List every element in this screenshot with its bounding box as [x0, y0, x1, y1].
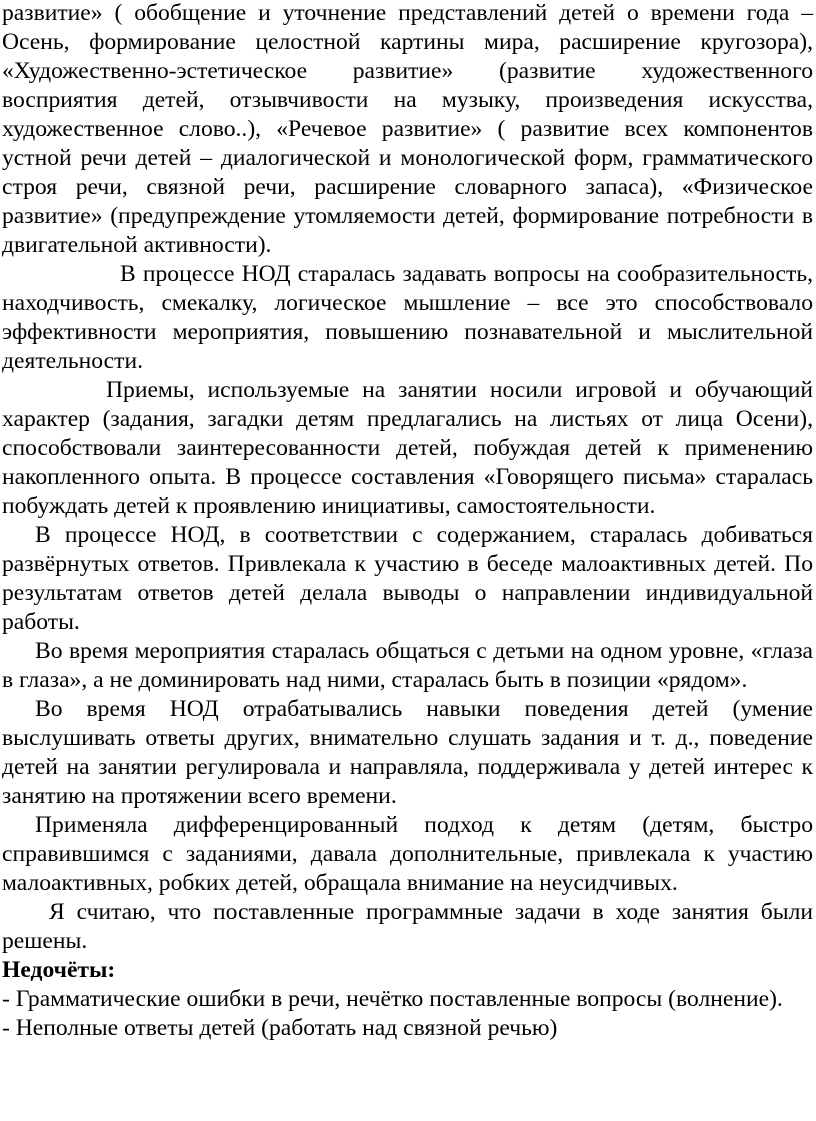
shortcomings-heading: Недочёты:: [2, 957, 116, 983]
paragraph-conclusion: Я считаю, что поставленные программные задачи в ходе занятия были решены.: [2, 899, 813, 954]
shortcoming-item: - Неполные ответы детей (работать над связной речью): [2, 1015, 558, 1041]
paragraph-methods: Приемы, используемые на занятии носили игровой и обучающий характер (задания, загадки детям предлагались на листьях от лица Осени), способствовали заинтересованности детей, побуждая детей к применению накопленного опыта. В процессе составления «Говорящего письма» старалась побуждать детей к проявлению инициативы, самостоятельности.: [2, 377, 813, 519]
paragraph-development-areas: развитие» ( обобщение и уточнение представлений детей о времени года – Осень, формирование целостной картины мира, расширение кругозора), «Художественно-эстетическое развитие» (развитие художественного восприятия детей, отзывчивости на музыку, произведения искусства, художественное слово..), «Речевое развитие» ( развитие всех компонентов устной речи детей – диалогической и монологической форм, грамматического строя речи, связной речи, расширение словарного запаса), «Физическое развитие» (предупреждение утомляемости детей, формирование потребности в двигательной активности).: [2, 0, 813, 258]
paragraph-communication: Во время мероприятия старалась общаться с детьми на одном уровне, «глаза в глаза», а не доминировать над ними, старалась быть в позиции «рядом».: [2, 638, 813, 693]
shortcoming-item: - Грамматические ошибки в речи, нечётко поставленные вопросы (волнение).: [2, 986, 783, 1012]
paragraph-answers: В процессе НОД, в соответствии с содержанием, старалась добиваться развёрнутых ответов. Привлекала к участию в беседе малоактивных детей. По результатам ответов детей делала выводы о направлении индивидуальной работы.: [2, 522, 813, 635]
paragraph-behavior-skills: Во время НОД отрабатывались навыки поведения детей (умение выслушивать ответы других, внимательно слушать задания и т. д., поведение детей на занятии регулировала и направляла, поддерживала у детей интерес к занятию на протяжении всего времени.: [2, 696, 813, 809]
paragraph-differentiated-approach: Применяла дифференцированный подход к детям (детям, быстро справившимся с заданиями, давала дополнительные, привлекала к участию малоактивных, робких детей, обращала внимание на неусидчивых.: [2, 812, 813, 896]
paragraph-questions: В процессе НОД старалась задавать вопросы на сообразительность, находчивость, смекалку, логическое мышление – все это способствовало эффективности мероприятия, повышению познавательной и мыслительной деятельности.: [2, 261, 813, 374]
